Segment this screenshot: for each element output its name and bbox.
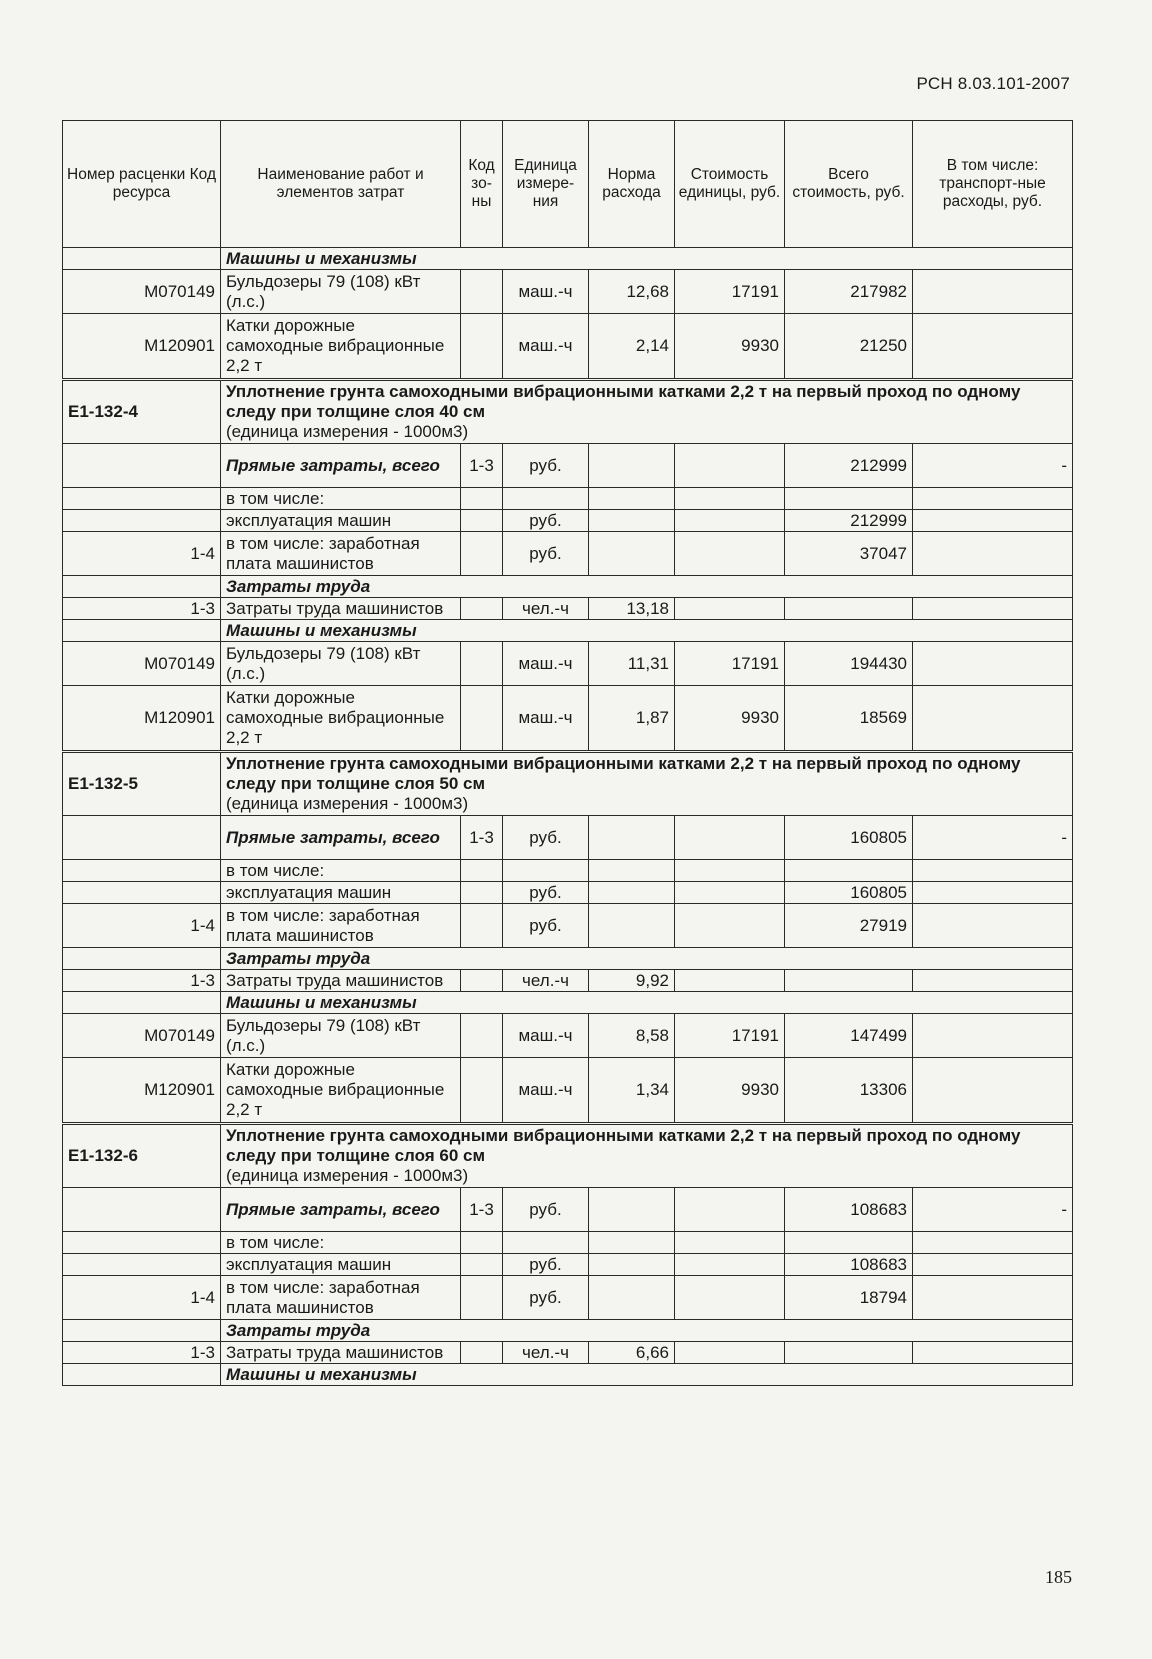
cell-norm: 12,68 (589, 270, 675, 314)
rate-header-row (63, 380, 1073, 444)
cell-price (675, 1254, 785, 1276)
rate-code: Е1-132-4 (63, 380, 221, 444)
rate-unit-line: (единица измерения - 1000м3) (226, 422, 469, 441)
section-title: Машины и механизмы (221, 992, 1073, 1014)
table-row (63, 314, 1073, 380)
cell-price (675, 1276, 785, 1320)
cell-transport: - (913, 444, 1073, 488)
cell-transport (913, 270, 1073, 314)
document-code: РСН 8.03.101-2007 (916, 74, 1070, 93)
table-row (63, 686, 1073, 752)
cell-code (63, 444, 221, 488)
cell-unit: руб. (503, 904, 589, 948)
cell-name: в том числе: заработная плата машинистов (221, 904, 461, 948)
section-code-cell (63, 620, 221, 642)
cell-code: 1-3 (63, 598, 221, 620)
cell-total (785, 598, 913, 620)
section-code-cell (63, 1320, 221, 1342)
cell-norm (589, 882, 675, 904)
table-row (63, 1014, 1073, 1058)
cell-name: Прямые затраты, всего (221, 444, 461, 488)
col-header-price: Стоимость единицы, руб. (675, 121, 785, 248)
cell-norm (589, 488, 675, 510)
table-row (63, 532, 1073, 576)
cell-zone: 1-3 (461, 816, 503, 860)
cell-price (675, 816, 785, 860)
cell-zone (461, 1254, 503, 1276)
cell-total: 108683 (785, 1254, 913, 1276)
cell-norm (589, 816, 675, 860)
cell-unit: маш.-ч (503, 642, 589, 686)
cell-price: 9930 (675, 314, 785, 380)
cell-code: М070149 (63, 642, 221, 686)
cell-zone (461, 904, 503, 948)
cell-total (785, 970, 913, 992)
cell-code: М120901 (63, 314, 221, 380)
cell-norm (589, 904, 675, 948)
cell-unit: руб. (503, 532, 589, 576)
col-header-code: Номер расценки Код ресурса (63, 121, 221, 248)
cell-zone (461, 532, 503, 576)
table-body (63, 248, 1073, 1386)
cell-name: в том числе: (221, 1232, 461, 1254)
cell-unit: маш.-ч (503, 1058, 589, 1124)
cell-zone (461, 1014, 503, 1058)
cell-name: Бульдозеры 79 (108) кВт (л.с.) (221, 1014, 461, 1058)
cell-unit: руб. (503, 510, 589, 532)
section-row (63, 248, 1073, 270)
cell-transport (913, 1058, 1073, 1124)
cell-unit: руб. (503, 1276, 589, 1320)
cell-norm (589, 860, 675, 882)
section-row (63, 948, 1073, 970)
cell-transport (913, 1276, 1073, 1320)
cell-name: Затраты труда машинистов (221, 598, 461, 620)
cell-transport (913, 882, 1073, 904)
cell-norm: 11,31 (589, 642, 675, 686)
table-row (63, 1342, 1073, 1364)
cell-zone (461, 510, 503, 532)
cell-price (675, 882, 785, 904)
cell-transport (913, 598, 1073, 620)
cell-name: Бульдозеры 79 (108) кВт (л.с.) (221, 270, 461, 314)
cell-transport (913, 488, 1073, 510)
cell-transport (913, 314, 1073, 380)
col-header-name: Наименование работ и элементов затрат (221, 121, 461, 248)
cell-name: в том числе: заработная плата машинистов (221, 532, 461, 576)
cell-total: 194430 (785, 642, 913, 686)
rates-table (62, 120, 1073, 1386)
cell-transport (913, 1342, 1073, 1364)
cell-transport (913, 510, 1073, 532)
table-row (63, 904, 1073, 948)
cell-total (785, 860, 913, 882)
page-number: 185 (1045, 1567, 1072, 1587)
cell-code (63, 1232, 221, 1254)
cell-zone (461, 860, 503, 882)
rate-description (221, 380, 1073, 444)
cell-unit: маш.-ч (503, 686, 589, 752)
cell-name: эксплуатация машин (221, 1254, 461, 1276)
cell-transport: - (913, 816, 1073, 860)
col-header-transport: В том числе: транспорт-ные расходы, руб. (913, 121, 1073, 248)
table-header-row (63, 121, 1073, 248)
cell-transport: - (913, 1188, 1073, 1232)
cell-price (675, 510, 785, 532)
cell-zone (461, 882, 503, 904)
cell-total: 21250 (785, 314, 913, 380)
cell-price (675, 598, 785, 620)
col-header-unit: Единица измере-ния (503, 121, 589, 248)
cell-total: 13306 (785, 1058, 913, 1124)
cell-code: М120901 (63, 1058, 221, 1124)
cell-norm (589, 1232, 675, 1254)
cell-norm (589, 1254, 675, 1276)
cell-unit: руб. (503, 1254, 589, 1276)
section-row (63, 620, 1073, 642)
cell-name: Прямые затраты, всего (221, 1188, 461, 1232)
cell-norm: 1,34 (589, 1058, 675, 1124)
cell-zone (461, 270, 503, 314)
cell-norm: 13,18 (589, 598, 675, 620)
cell-total: 212999 (785, 510, 913, 532)
cell-norm (589, 1188, 675, 1232)
table-row (63, 1188, 1073, 1232)
cell-total: 27919 (785, 904, 913, 948)
cell-code (63, 882, 221, 904)
cell-name: Катки дорожные самоходные вибрационные 2,2 т (221, 1058, 461, 1124)
cell-unit: чел.-ч (503, 1342, 589, 1364)
table-row (63, 642, 1073, 686)
section-title: Машины и механизмы (221, 1364, 1073, 1386)
cell-code (63, 816, 221, 860)
section-code-cell (63, 576, 221, 598)
cell-zone (461, 314, 503, 380)
cell-total: 217982 (785, 270, 913, 314)
rate-code: Е1-132-5 (63, 752, 221, 816)
cell-code: 1-4 (63, 532, 221, 576)
cell-zone (461, 488, 503, 510)
section-row (63, 1320, 1073, 1342)
cell-total: 37047 (785, 532, 913, 576)
table-row (63, 270, 1073, 314)
rate-description (221, 752, 1073, 816)
cell-price: 9930 (675, 686, 785, 752)
cell-total: 18794 (785, 1276, 913, 1320)
cell-unit: руб. (503, 882, 589, 904)
col-header-norm: Норма расхода (589, 121, 675, 248)
cell-name: эксплуатация машин (221, 510, 461, 532)
cell-transport (913, 970, 1073, 992)
cell-norm (589, 444, 675, 488)
cell-norm: 6,66 (589, 1342, 675, 1364)
cell-unit: маш.-ч (503, 1014, 589, 1058)
cell-code: 1-4 (63, 904, 221, 948)
cell-price (675, 444, 785, 488)
cell-code (63, 510, 221, 532)
cell-price (675, 904, 785, 948)
cell-name: Прямые затраты, всего (221, 816, 461, 860)
rate-header-row (63, 752, 1073, 816)
table-row (63, 1232, 1073, 1254)
table-row (63, 488, 1073, 510)
cell-name: в том числе: (221, 488, 461, 510)
cell-unit: руб. (503, 816, 589, 860)
cell-norm: 8,58 (589, 1014, 675, 1058)
cell-zone (461, 1058, 503, 1124)
cell-norm (589, 532, 675, 576)
section-title: Затраты труда (221, 1320, 1073, 1342)
table-row (63, 1254, 1073, 1276)
cell-unit: руб. (503, 444, 589, 488)
cell-code: 1-3 (63, 1342, 221, 1364)
cell-unit: руб. (503, 1188, 589, 1232)
cell-code: 1-3 (63, 970, 221, 992)
cell-name: эксплуатация машин (221, 882, 461, 904)
cell-total (785, 1342, 913, 1364)
col-header-total: Всего стоимость, руб. (785, 121, 913, 248)
rate-unit-line: (единица измерения - 1000м3) (226, 794, 469, 813)
section-title: Машины и механизмы (221, 620, 1073, 642)
cell-total: 147499 (785, 1014, 913, 1058)
cell-price: 9930 (675, 1058, 785, 1124)
cell-transport (913, 1232, 1073, 1254)
section-row (63, 1364, 1073, 1386)
section-title: Затраты труда (221, 948, 1073, 970)
cell-unit: чел.-ч (503, 598, 589, 620)
rate-title: Уплотнение грунта самоходными вибрационными катками 2,2 т на первый проход по одному следу при толщине слоя 60 см (226, 1126, 1021, 1165)
section-code-cell (63, 248, 221, 270)
cell-transport (913, 860, 1073, 882)
cell-price (675, 532, 785, 576)
cell-unit (503, 1232, 589, 1254)
cell-zone (461, 686, 503, 752)
table-row (63, 444, 1073, 488)
cell-name: Катки дорожные самоходные вибрационные 2,2 т (221, 314, 461, 380)
cell-price (675, 970, 785, 992)
cell-total: 108683 (785, 1188, 913, 1232)
cell-total (785, 1232, 913, 1254)
section-row (63, 992, 1073, 1014)
cell-transport (913, 532, 1073, 576)
cell-zone (461, 642, 503, 686)
table-row (63, 816, 1073, 860)
cell-code: М070149 (63, 1014, 221, 1058)
cell-code: М120901 (63, 686, 221, 752)
cell-total: 160805 (785, 882, 913, 904)
table-row (63, 598, 1073, 620)
rate-title: Уплотнение грунта самоходными вибрационными катками 2,2 т на первый проход по одному следу при толщине слоя 50 см (226, 754, 1021, 793)
cell-norm: 9,92 (589, 970, 675, 992)
cell-zone: 1-3 (461, 1188, 503, 1232)
rate-header-row (63, 1124, 1073, 1188)
cell-unit: маш.-ч (503, 270, 589, 314)
cell-name: Затраты труда машинистов (221, 1342, 461, 1364)
section-code-cell (63, 992, 221, 1014)
cell-code: 1-4 (63, 1276, 221, 1320)
section-code-cell (63, 948, 221, 970)
cell-total: 212999 (785, 444, 913, 488)
table-row (63, 1276, 1073, 1320)
cell-zone (461, 598, 503, 620)
rate-unit-line: (единица измерения - 1000м3) (226, 1166, 469, 1185)
cell-price: 17191 (675, 642, 785, 686)
cell-code (63, 860, 221, 882)
cell-unit (503, 860, 589, 882)
cell-zone: 1-3 (461, 444, 503, 488)
cell-name: Бульдозеры 79 (108) кВт (л.с.) (221, 642, 461, 686)
cell-code (63, 488, 221, 510)
cell-unit: чел.-ч (503, 970, 589, 992)
cell-unit (503, 488, 589, 510)
cell-price (675, 1232, 785, 1254)
cell-price: 17191 (675, 270, 785, 314)
col-header-zone: Код зо-ны (461, 121, 503, 248)
section-title: Машины и механизмы (221, 248, 1073, 270)
cell-price (675, 860, 785, 882)
section-code-cell (63, 1364, 221, 1386)
cell-zone (461, 970, 503, 992)
cell-transport (913, 904, 1073, 948)
cell-name: в том числе: (221, 860, 461, 882)
cell-name: Катки дорожные самоходные вибрационные 2,2 т (221, 686, 461, 752)
cell-norm: 1,87 (589, 686, 675, 752)
cell-zone (461, 1342, 503, 1364)
table-row (63, 510, 1073, 532)
table-row (63, 1058, 1073, 1124)
rate-title: Уплотнение грунта самоходными вибрационными катками 2,2 т на первый проход по одному следу при толщине слоя 40 см (226, 382, 1021, 421)
cell-code (63, 1254, 221, 1276)
cell-price (675, 1342, 785, 1364)
cell-unit: маш.-ч (503, 314, 589, 380)
rate-code: Е1-132-6 (63, 1124, 221, 1188)
cell-transport (913, 686, 1073, 752)
table-row (63, 882, 1073, 904)
cell-price (675, 488, 785, 510)
cell-zone (461, 1232, 503, 1254)
cell-price: 17191 (675, 1014, 785, 1058)
section-title: Затраты труда (221, 576, 1073, 598)
cell-total (785, 488, 913, 510)
table-row (63, 860, 1073, 882)
cell-transport (913, 1014, 1073, 1058)
cell-norm (589, 510, 675, 532)
cell-total: 18569 (785, 686, 913, 752)
cell-code (63, 1188, 221, 1232)
cell-norm: 2,14 (589, 314, 675, 380)
cell-name: в том числе: заработная плата машинистов (221, 1276, 461, 1320)
cell-norm (589, 1276, 675, 1320)
cell-transport (913, 1254, 1073, 1276)
cell-price (675, 1188, 785, 1232)
cell-name: Затраты труда машинистов (221, 970, 461, 992)
cell-total: 160805 (785, 816, 913, 860)
cell-zone (461, 1276, 503, 1320)
section-row (63, 576, 1073, 598)
cell-code: М070149 (63, 270, 221, 314)
table-row (63, 970, 1073, 992)
cell-transport (913, 642, 1073, 686)
rate-description (221, 1124, 1073, 1188)
